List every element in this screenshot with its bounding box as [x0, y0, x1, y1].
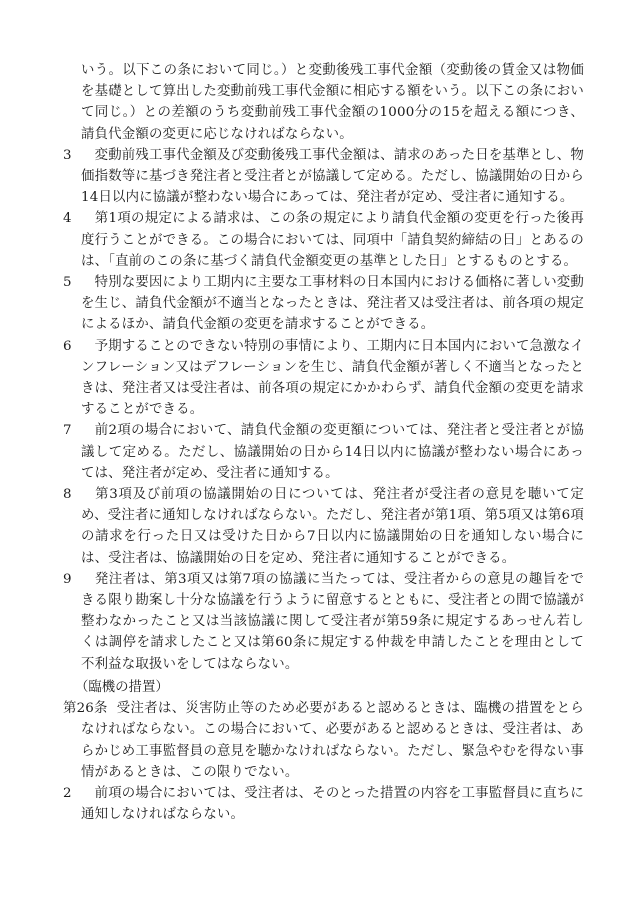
article-text: 受注者は、災害防止等のため必要があると認めるときは、臨機の措置をとらなければならない。この場合において、必要があると認めるときは、受注者は、あらかじめ工事監督員の意見を聴かなければならない。ただし、緊急やむを得ない事情があるときは、この限りでない。: [81, 701, 584, 780]
paragraph-number: 6: [63, 338, 72, 354]
paragraph-text: 変動前残工事代金額及び変動後残工事代金額は、請求のあった日を基準とし、物価指数等に基づき発注者と受注者とが協議して定める。ただし、協議開始の日から14日以内に協議が整わない場合にあっては、発注者が定め、受注者に通知する。: [81, 147, 584, 206]
paragraph-8: [0, 484, 630, 569]
paragraph-number: 4: [63, 211, 72, 227]
paragraph-number: 5: [63, 275, 72, 291]
contract-document: [0, 60, 630, 825]
paragraph-number: 9: [63, 571, 72, 587]
paragraph-text: 発注者は、第3項又は第7項の協議に当たっては、受注者からの意見の趣旨をできる限り勘案し十分な協議を行うように留意するとともに、受注者との間で協議が整わなかったこと又は当該協議に関して受注者が第59条に規定するあっせん若しくは調停を請求したこと又は第60条に規定する仲裁を申請したことを理由として不利益な取扱いをしてはならない。: [81, 571, 584, 672]
paragraph-text: 第3項及び前項の協議開始の日については、発注者が受注者の意見を聴いて定め、受注者に通知しなければならない。ただし、発注者が第1項、第5項又は第6項の請求を行った日又は受けた日から7日以内に協議開始の日を通知しない場合には、受注者は、協議開始の日を定め、発注者に通知することができる。: [81, 487, 584, 566]
paragraph-4: [0, 208, 630, 272]
paragraph-text: 前項の場合においては、受注者は、そのとった措置の内容を工事監督員に直ちに通知しなければならない。: [81, 785, 584, 823]
paragraph-number: 2: [63, 785, 72, 801]
paragraph-text: 特別な要因により工期内に主要な工事材料の日本国内における価格に著しい変動を生じ、請負代金額が不適当となったときは、発注者又は受注者は、前各項の規定によるほか、請負代金額の変更を請求することができる。: [81, 275, 584, 333]
paragraph-text: 第1項の規定による請求は、この条の規定により請負代金額の変更を行った後再度行うことができる。この場合においては、同項中「請負契約締結の日」とあるのは、「直前のこの条に基づく請負代金額変更の基準とした日」とするものとする。: [81, 211, 584, 269]
paragraph-number: 8: [63, 487, 72, 503]
continued-paragraph: いう。以下この条において同じ。）と変動後残工事代金額（変動後の賃金又は物価を基礎として算出した変動前残工事代金額に相応する額をいう。以下この条において同じ。）との差額のうち変動前残工事代金額の1000分の15を超える額につき、請負代金額の変更に応じなければならない。: [81, 63, 584, 142]
article-caption: （臨機の措置）: [75, 679, 169, 695]
article-26: [0, 698, 630, 783]
paragraph-number: 3: [63, 147, 72, 163]
paragraph-6: [0, 336, 630, 421]
paragraph-3: [0, 145, 630, 209]
paragraph-7: [0, 420, 630, 484]
article-number: 第26条: [63, 701, 108, 717]
paragraph-number: 7: [63, 423, 72, 439]
paragraph-5: [0, 272, 630, 336]
paragraph-text: 予期することのできない特別の事情により、工期内に日本国内において急激なインフレーション又はデフレーションを生じ、請負代金額が著しく不適当となったときは、発注者又は受注者は、前各項の規定にかかわらず、請負代金額の変更を請求することができる。: [81, 338, 584, 418]
article-26-paragraph-2: [0, 783, 630, 825]
paragraph-text: 前2項の場合において、請負代金額の変更額については、発注者と受注者とが協議して定める。ただし、協議開始の日から14日以内に協議が整わない場合にあっては、発注者が定め、受注者に通知する。: [81, 423, 584, 481]
paragraph-9: [0, 569, 630, 675]
